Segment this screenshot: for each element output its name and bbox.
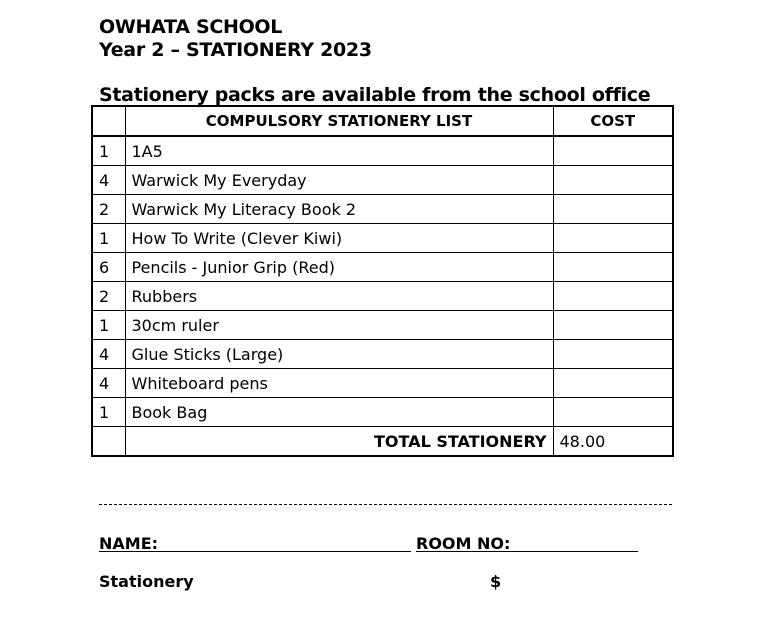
total-label: TOTAL STATIONERY [125, 427, 553, 457]
row-qty: 1 [92, 136, 125, 166]
table-row [92, 340, 673, 369]
qty-header [92, 106, 125, 136]
row-cost [553, 253, 673, 282]
row-cost [553, 311, 673, 340]
row-item: Warwick My Literacy Book 2 [125, 195, 553, 224]
row-qty: 1 [92, 224, 125, 253]
row-cost [553, 195, 673, 224]
row-item: Warwick My Everyday [125, 166, 553, 195]
table-row [92, 398, 673, 427]
name-label: NAME: [99, 534, 159, 553]
stationery-table [91, 105, 674, 457]
row-qty: 4 [92, 166, 125, 195]
table-row [92, 253, 673, 282]
row-qty: 4 [92, 369, 125, 398]
row-cost [553, 398, 673, 427]
stationery-label: Stationery [99, 572, 194, 591]
cut-line-divider [99, 504, 672, 505]
row-cost [553, 369, 673, 398]
row-item: Glue Sticks (Large) [125, 340, 553, 369]
dollar-label: $ [490, 572, 502, 591]
list-header: COMPULSORY STATIONERY LIST [125, 106, 553, 136]
row-cost [553, 136, 673, 166]
total-qty-cell [92, 427, 125, 457]
year-title: Year 2 – STATIONERY 2023 [99, 39, 372, 61]
row-qty: 4 [92, 340, 125, 369]
row-item: Whiteboard pens [125, 369, 553, 398]
row-qty: 2 [92, 282, 125, 311]
total-row [92, 427, 673, 457]
row-cost [553, 340, 673, 369]
row-item: Pencils - Junior Grip (Red) [125, 253, 553, 282]
table-row [92, 136, 673, 166]
table-header-row [92, 106, 673, 136]
room-field-line [416, 551, 638, 552]
row-item: 1A5 [125, 136, 553, 166]
table-row [92, 282, 673, 311]
row-qty: 1 [92, 398, 125, 427]
table-row [92, 166, 673, 195]
room-label: ROOM NO: [416, 534, 511, 553]
table-row [92, 369, 673, 398]
row-item: 30cm ruler [125, 311, 553, 340]
cost-header: COST [553, 106, 673, 136]
row-cost [553, 166, 673, 195]
school-name: OWHATA SCHOOL [99, 16, 283, 38]
row-item: Rubbers [125, 282, 553, 311]
table-row [92, 224, 673, 253]
row-qty: 6 [92, 253, 125, 282]
row-qty: 1 [92, 311, 125, 340]
row-qty: 2 [92, 195, 125, 224]
row-item: How To Write (Clever Kiwi) [125, 224, 553, 253]
table-row [92, 195, 673, 224]
total-value: 48.00 [553, 427, 673, 457]
row-cost [553, 224, 673, 253]
row-item: Book Bag [125, 398, 553, 427]
name-field-line [99, 551, 411, 552]
table-row [92, 311, 673, 340]
availability-note: Stationery packs are available from the school office [99, 84, 651, 106]
row-cost [553, 282, 673, 311]
